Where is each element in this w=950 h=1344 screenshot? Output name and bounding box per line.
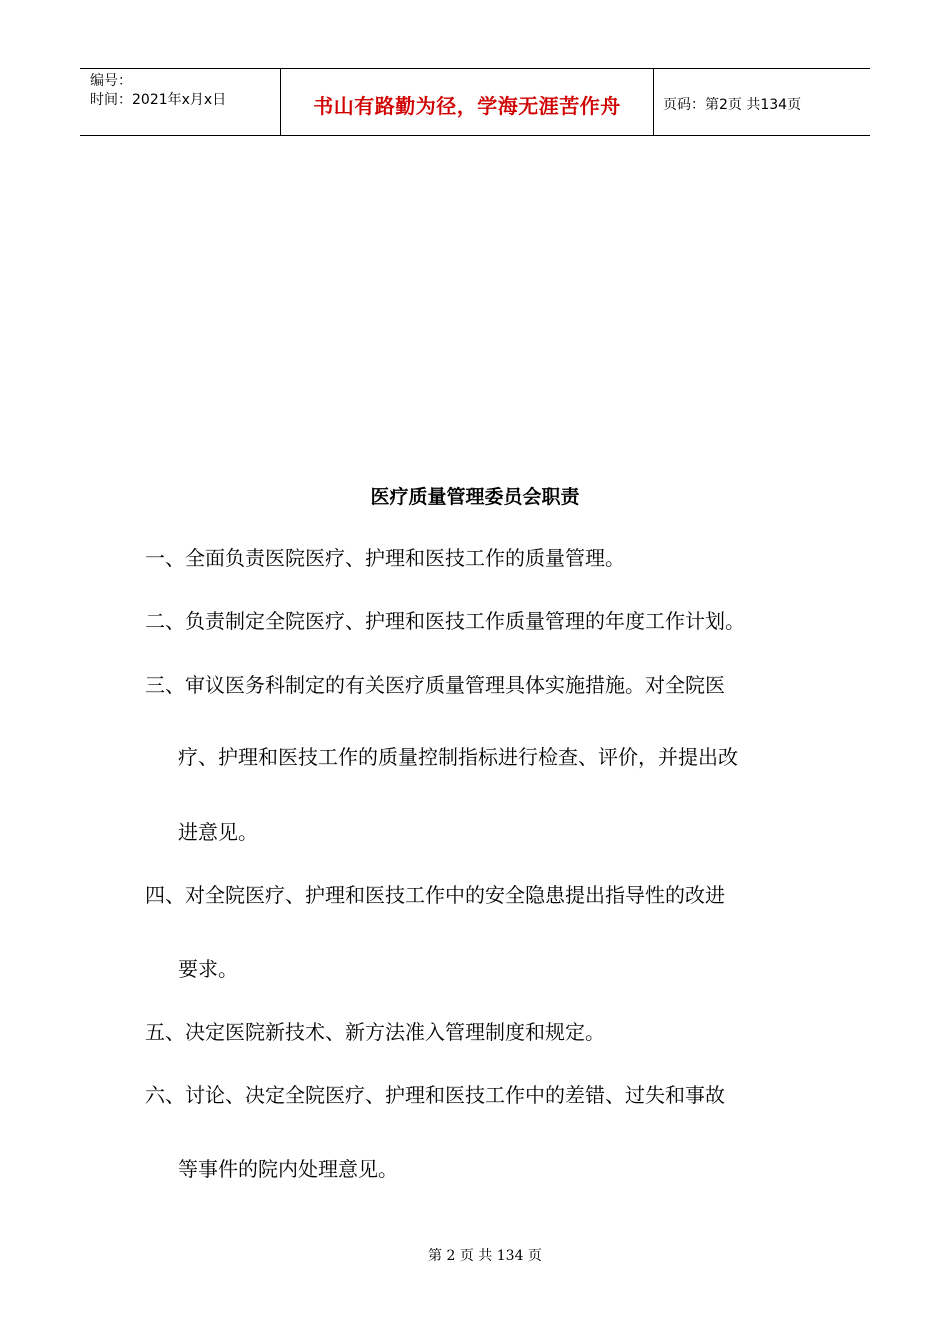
header-page-info: 页码：第2页 共134页 bbox=[663, 97, 802, 113]
header-meta bbox=[80, 69, 281, 135]
header-number-label: 编号： bbox=[90, 73, 132, 89]
duty-item-3-cont-1: 疗、护理和医技工作的质量控制指标进行检查、评价，并提出改 bbox=[178, 745, 738, 769]
header-time-label: 时间：2021年x月x日 bbox=[90, 92, 227, 108]
duty-item-3: 三、审议医务科制定的有关医疗质量管理具体实施措施。对全院医 bbox=[145, 673, 725, 697]
page-footer: 第 2 页 共 134 页 bbox=[428, 1248, 542, 1264]
header-motto-cell bbox=[281, 69, 654, 135]
duty-item-4: 四、对全院医疗、护理和医技工作中的安全隐患提出指导性的改进 bbox=[145, 883, 725, 907]
header-page-cell bbox=[654, 69, 870, 135]
document-title: 医疗质量管理委员会职责 bbox=[370, 486, 580, 508]
document-header bbox=[80, 68, 870, 136]
header-motto: 书山有路勤为径，学海无涯苦作舟 bbox=[313, 93, 621, 118]
duty-item-6: 六、讨论、决定全院医疗、护理和医技工作中的差错、过失和事故 bbox=[145, 1083, 725, 1107]
duty-item-5: 五、决定医院新技术、新方法准入管理制度和规定。 bbox=[145, 1020, 605, 1044]
duty-item-4-cont: 要求。 bbox=[178, 957, 238, 981]
duty-item-6-cont: 等事件的院内处理意见。 bbox=[178, 1157, 398, 1181]
duty-item-3-cont-2: 进意见。 bbox=[178, 820, 258, 844]
duty-item-2: 二、负责制定全院医疗、护理和医技工作质量管理的年度工作计划。 bbox=[145, 609, 745, 633]
duty-item-1: 一、全面负责医院医疗、护理和医技工作的质量管理。 bbox=[145, 546, 625, 570]
